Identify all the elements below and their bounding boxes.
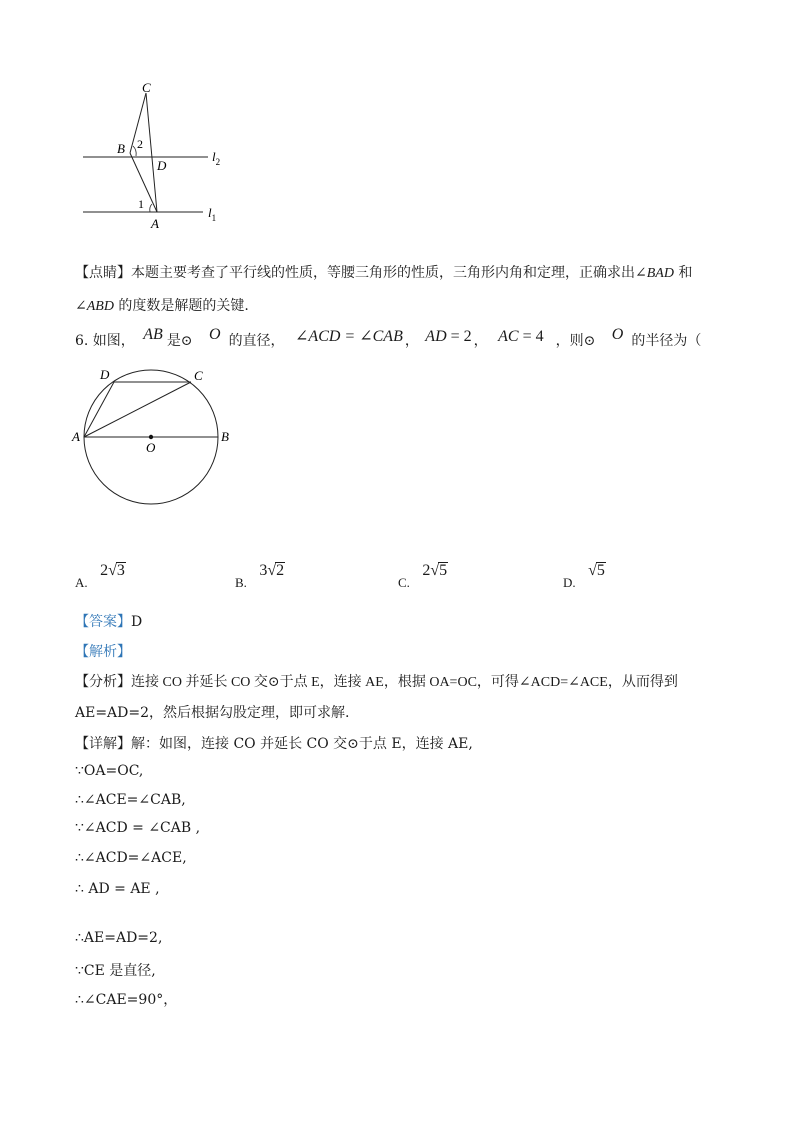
note-angle-sign: ∠ [75, 298, 87, 314]
question-cond1: ∠ACD = ∠CAB [295, 328, 403, 345]
note-text-2: 的度数是解题的关键. [113, 298, 249, 314]
detail-step-text: ∵OA=OC, [75, 763, 144, 779]
label-D: D [157, 158, 167, 173]
note-tag: 【点睛】 [75, 265, 131, 281]
question-o1: O [209, 326, 221, 343]
analysis-line-2 [75, 702, 349, 722]
label-l1: $l_1$ [208, 205, 217, 223]
option-a-coef: 2 [100, 562, 109, 579]
question-cond3-val: = 4 [518, 328, 544, 345]
label-C: C [194, 368, 203, 383]
note-line-2 [75, 295, 249, 315]
label-D: D [100, 367, 110, 382]
angle-arc-2 [133, 146, 136, 156]
question-shi: 是⊙ [166, 333, 193, 349]
note-line-1 [75, 262, 692, 282]
option-c-letter: C. [398, 575, 410, 590]
note-text-1-end: 和 [673, 265, 693, 281]
label-C: C [142, 80, 151, 95]
answer-tag: 【答案】 [75, 614, 131, 630]
question-ask: 的半径为（ [631, 333, 702, 349]
question-number: 6. 如图， [75, 333, 135, 349]
option-b-rad: 2 [276, 562, 285, 579]
question-comma1: ， [404, 333, 419, 349]
option-c-coef: 2 [422, 562, 431, 579]
detail-step-text: ∴∠CAE=90°， [75, 992, 178, 1008]
label-angle-2: 2 [137, 137, 143, 151]
option-c-rad: 5 [439, 562, 448, 579]
detail-step [75, 960, 156, 980]
note-math-abd: ABD [86, 299, 114, 314]
note-text-1: 本题主要考查了平行线的性质，等腰三角形的性质，三角形内角和定理，正确求出∠ [131, 265, 647, 281]
question-cond2-val: = 2 [446, 328, 472, 345]
question-cond3-var: AC [498, 328, 519, 345]
detail-step [75, 989, 177, 1009]
detail-step [75, 850, 187, 866]
question-6 [75, 326, 702, 350]
detail-step [75, 881, 160, 897]
label-O: O [146, 440, 156, 455]
question-ab: AB [143, 326, 163, 343]
label-angle-1: 1 [138, 197, 144, 211]
analysis-text-2: AE=AD=2，然后根据勾股定理，即可求解. [75, 705, 350, 721]
option-a[interactable]: A. 2√3 [75, 562, 125, 590]
label-A: A [72, 429, 80, 444]
angle-arc-1 [150, 204, 152, 212]
label-l2: $l_2$ [212, 149, 221, 167]
answer-line [75, 611, 142, 631]
note-math-bad: BAD [646, 266, 674, 281]
label-B: B [221, 429, 229, 444]
detail-step-text: ∴∠ACE=∠CAB, [75, 792, 186, 808]
question-comma2: ， [473, 333, 488, 349]
analysis-text-1: 连接 CO 并延长 CO 交⊙于点 E，连接 AE，根据 OA=OC，可得∠ACD=∠ACE，从而得到 [131, 675, 678, 690]
figure-circle [68, 365, 248, 520]
detail-intro-text: 解：如图，连接 CO 并延长 CO 交⊙于点 E，连接 AE, [131, 736, 473, 752]
option-b[interactable]: B. 3√2 [235, 562, 285, 590]
label-A: A [151, 216, 159, 231]
chord-AC [84, 382, 191, 437]
question-o2: O [611, 326, 624, 343]
segment-CA [146, 93, 157, 212]
analysis-tag: 【分析】 [75, 674, 131, 690]
jiexi-tag: 【解析】 [75, 644, 131, 660]
detail-intro [75, 733, 473, 753]
detail-step-text: ∴ AD = AE , [75, 881, 160, 897]
option-b-letter: B. [235, 575, 247, 590]
detail-step [75, 820, 200, 836]
detail-step-text: ∵∠ACD = ∠CAB , [75, 820, 201, 836]
jiexi-line [75, 641, 131, 661]
option-b-coef: 3 [259, 562, 268, 579]
detail-step [75, 930, 162, 946]
option-d-letter: D. [563, 575, 576, 590]
detail-step-text: ∴AE=AD=2, [75, 930, 163, 946]
option-a-letter: A. [75, 575, 88, 590]
answer-value: D [131, 614, 143, 630]
detail-step-text: ∵CE 是直径, [75, 963, 156, 979]
center-point-O [149, 435, 153, 439]
question-ze: ，则⊙ [555, 333, 596, 349]
detail-tag: 【详解】 [75, 736, 131, 752]
option-d-rad: 5 [596, 562, 605, 579]
option-c[interactable]: C. 2√5 [398, 562, 448, 590]
detail-step [75, 792, 186, 808]
question-cond2-var: AD [425, 328, 447, 345]
detail-step-text: ∴∠ACD=∠ACE, [75, 850, 187, 866]
option-d[interactable]: D. √5 [563, 562, 605, 590]
detail-step [75, 763, 143, 779]
analysis-line-1 [75, 671, 678, 691]
figure-parallel-lines [75, 80, 245, 235]
option-a-rad: 3 [116, 562, 125, 579]
question-diam: 的直径， [228, 333, 285, 349]
label-B: B [117, 141, 125, 156]
